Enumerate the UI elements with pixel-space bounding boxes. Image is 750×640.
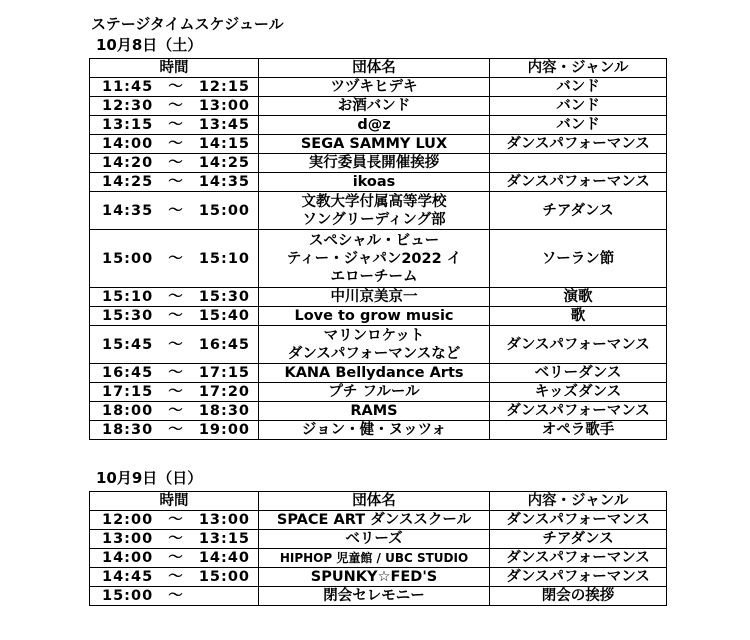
time-separator: 〜 xyxy=(168,136,184,152)
genre-label: ダンスパフォーマンス xyxy=(506,550,650,566)
time-separator: 〜 xyxy=(168,308,184,324)
end-time: 13:45 xyxy=(198,117,250,133)
genre-cell xyxy=(490,307,667,326)
genre-cell xyxy=(490,135,667,154)
end-time: 15:00 xyxy=(198,569,250,585)
start-time: 18:00 xyxy=(102,403,154,419)
group-name: プチ フルール xyxy=(328,384,420,400)
day2-schedule-table xyxy=(89,491,667,606)
end-time: 13:00 xyxy=(198,98,250,114)
start-time: 12:00 xyxy=(102,512,154,528)
group-cell xyxy=(259,383,490,402)
genre-cell xyxy=(490,402,667,421)
time-cell xyxy=(90,364,259,383)
genre-cell xyxy=(490,78,667,97)
end-time: 15:00 xyxy=(198,202,250,219)
header-time: 時間 xyxy=(90,492,259,511)
header-time: 時間 xyxy=(90,59,259,78)
group-name-line: ソングリーディング部 xyxy=(302,211,446,228)
group-name-line: スペシャル・ビュー xyxy=(308,232,440,249)
time-separator: 〜 xyxy=(168,117,184,133)
group-cell xyxy=(259,97,490,116)
time-separator: 〜 xyxy=(168,422,184,438)
end-time: 13:00 xyxy=(198,512,250,528)
genre-label: ダンスパフォーマンス xyxy=(506,569,650,585)
genre-cell xyxy=(490,230,667,288)
group-cell xyxy=(259,511,490,530)
end-time: 14:15 xyxy=(198,136,250,152)
table-row xyxy=(90,192,667,230)
day1-date: 10月8日（土） xyxy=(96,36,203,54)
group-name: お酒バンド xyxy=(337,98,411,114)
genre-cell xyxy=(490,549,667,568)
group-cell xyxy=(259,288,490,307)
genre-label: ダンスパフォーマンス xyxy=(506,174,650,190)
start-time: 14:35 xyxy=(102,202,154,219)
group-cell xyxy=(259,307,490,326)
table-row xyxy=(90,230,667,288)
table-row xyxy=(90,135,667,154)
group-name: HIPHOP 児童館 / UBC STUDIO xyxy=(279,551,469,565)
day1-schedule-table xyxy=(89,58,667,440)
table-row xyxy=(90,402,667,421)
genre-cell xyxy=(490,530,667,549)
time-separator: 〜 xyxy=(168,174,184,190)
group-name: SPACE ART ダンススクール xyxy=(276,512,472,528)
time-cell xyxy=(90,511,259,530)
table-header-row xyxy=(90,59,667,78)
genre-label: ダンスパフォーマンス xyxy=(506,336,650,353)
group-name-line: マリンロケット xyxy=(323,327,425,344)
table-row xyxy=(90,116,667,135)
genre-label: 閉会の挨拶 xyxy=(541,588,615,604)
time-cell xyxy=(90,421,259,440)
time-cell xyxy=(90,587,259,606)
table-row xyxy=(90,97,667,116)
table-row xyxy=(90,421,667,440)
start-time: 18:30 xyxy=(102,422,154,438)
time-separator: 〜 xyxy=(168,365,184,381)
start-time: 15:00 xyxy=(102,588,154,604)
group-cell xyxy=(259,135,490,154)
group-cell xyxy=(259,549,490,568)
day2-date: 10月9日（日） xyxy=(96,469,203,487)
end-time: 14:35 xyxy=(198,174,250,190)
group-name: 閉会セレモニー xyxy=(323,588,425,604)
time-separator: 〜 xyxy=(168,569,184,585)
start-time: 15:45 xyxy=(102,336,154,353)
time-separator: 〜 xyxy=(168,512,184,528)
start-time: 16:45 xyxy=(102,365,154,381)
time-cell xyxy=(90,192,259,230)
start-time: 14:25 xyxy=(102,174,154,190)
table-row xyxy=(90,364,667,383)
time-cell xyxy=(90,173,259,192)
genre-label: 歌 xyxy=(570,308,586,324)
time-cell xyxy=(90,549,259,568)
start-time: 14:00 xyxy=(102,136,154,152)
genre-label: オペラ歌手 xyxy=(541,422,615,438)
genre-label: ダンスパフォーマンス xyxy=(506,512,650,528)
table-row xyxy=(90,549,667,568)
time-cell xyxy=(90,383,259,402)
group-cell xyxy=(259,154,490,173)
group-name: SEGA SAMMY LUX xyxy=(300,136,448,152)
group-cell xyxy=(259,78,490,97)
genre-label: バンド xyxy=(556,98,600,114)
time-separator: 〜 xyxy=(168,79,184,95)
time-separator: 〜 xyxy=(168,202,184,219)
end-time: 17:20 xyxy=(198,384,250,400)
start-time: 15:00 xyxy=(102,250,154,267)
time-cell xyxy=(90,326,259,364)
end-time: 14:40 xyxy=(198,550,250,566)
genre-label: ダンスパフォーマンス xyxy=(506,403,650,419)
time-cell xyxy=(90,402,259,421)
end-time: 16:45 xyxy=(198,336,250,353)
header-group: 団体名 xyxy=(259,59,490,78)
group-name: SPUNKY☆FED'S xyxy=(310,569,438,585)
table-row xyxy=(90,288,667,307)
genre-cell xyxy=(490,421,667,440)
genre-label: ベリーダンス xyxy=(534,365,622,381)
table-row xyxy=(90,511,667,530)
time-cell xyxy=(90,307,259,326)
group-name: 中川京美京一 xyxy=(330,289,418,305)
group-name-line: ティー・ジャパン2022 イ xyxy=(286,250,462,267)
group-name-line: エローチーム xyxy=(330,268,418,285)
start-time: 17:15 xyxy=(102,384,154,400)
group-name-line: ダンスパフォーマンスなど xyxy=(287,345,461,362)
time-separator: 〜 xyxy=(168,550,184,566)
genre-cell xyxy=(490,116,667,135)
genre-cell xyxy=(490,587,667,606)
time-separator: 〜 xyxy=(168,289,184,305)
time-separator: 〜 xyxy=(168,336,184,353)
group-cell xyxy=(259,116,490,135)
start-time: 15:30 xyxy=(102,308,154,324)
group-cell xyxy=(259,530,490,549)
time-cell xyxy=(90,530,259,549)
start-time: 13:15 xyxy=(102,117,154,133)
group-cell xyxy=(259,192,490,230)
group-cell xyxy=(259,230,490,288)
group-name: d@z xyxy=(357,117,391,133)
time-separator: 〜 xyxy=(168,588,184,604)
genre-cell xyxy=(490,154,667,173)
time-cell xyxy=(90,116,259,135)
genre-label: キッズダンス xyxy=(534,384,622,400)
time-cell xyxy=(90,288,259,307)
group-name: ジョン・健・ヌッツォ xyxy=(301,422,447,438)
end-time: 13:15 xyxy=(198,531,250,547)
end-time: 14:25 xyxy=(198,155,250,171)
group-name: ベリーズ xyxy=(345,531,403,547)
header-group: 団体名 xyxy=(259,492,490,511)
end-time: 18:30 xyxy=(198,403,250,419)
time-separator: 〜 xyxy=(168,384,184,400)
table-row xyxy=(90,383,667,402)
table-row xyxy=(90,154,667,173)
end-time: 15:10 xyxy=(198,250,250,267)
time-cell xyxy=(90,230,259,288)
group-cell xyxy=(259,421,490,440)
start-time: 14:45 xyxy=(102,569,154,585)
table-header-row xyxy=(90,492,667,511)
start-time: 13:00 xyxy=(102,531,154,547)
page-title: ステージタイムスケジュール xyxy=(91,15,284,33)
genre-cell xyxy=(490,192,667,230)
table-row xyxy=(90,307,667,326)
genre-cell xyxy=(490,568,667,587)
table-row xyxy=(90,530,667,549)
genre-cell xyxy=(490,326,667,364)
group-cell xyxy=(259,173,490,192)
time-separator: 〜 xyxy=(168,155,184,171)
time-separator: 〜 xyxy=(168,531,184,547)
genre-cell xyxy=(490,511,667,530)
time-cell xyxy=(90,154,259,173)
group-cell xyxy=(259,568,490,587)
genre-cell xyxy=(490,288,667,307)
group-name: KANA Bellydance Arts xyxy=(284,365,464,381)
group-name: Love to grow music xyxy=(294,308,454,324)
genre-label: ダンスパフォーマンス xyxy=(506,136,650,152)
start-time: 15:10 xyxy=(102,289,154,305)
time-separator: 〜 xyxy=(168,403,184,419)
table-row xyxy=(90,568,667,587)
genre-label: バンド xyxy=(556,79,600,95)
genre-label: チアダンス xyxy=(542,202,614,219)
group-cell xyxy=(259,587,490,606)
genre-label: チアダンス xyxy=(542,531,614,547)
genre-cell xyxy=(490,383,667,402)
group-name: ikoas xyxy=(352,174,396,190)
time-cell xyxy=(90,135,259,154)
end-time: 12:15 xyxy=(198,79,250,95)
time-cell xyxy=(90,78,259,97)
table-row xyxy=(90,173,667,192)
time-separator: 〜 xyxy=(168,98,184,114)
start-time: 14:00 xyxy=(102,550,154,566)
group-name: ツヅキヒデキ xyxy=(330,79,418,95)
end-time: 17:15 xyxy=(198,365,250,381)
group-name: 実行委員長開催挨拶 xyxy=(308,155,440,171)
genre-label: 演歌 xyxy=(563,289,593,305)
header-genre: 内容・ジャンル xyxy=(490,492,667,511)
end-time: 15:40 xyxy=(198,308,250,324)
time-cell xyxy=(90,568,259,587)
group-name-line: 文教大学付属高等学校 xyxy=(301,193,447,210)
table-row xyxy=(90,78,667,97)
group-name: RAMS xyxy=(350,403,398,419)
genre-cell xyxy=(490,364,667,383)
genre-label: ソーラン節 xyxy=(541,250,615,267)
start-time: 12:30 xyxy=(102,98,154,114)
table-row xyxy=(90,326,667,364)
time-separator: 〜 xyxy=(168,250,184,267)
header-genre: 内容・ジャンル xyxy=(490,59,667,78)
time-cell xyxy=(90,97,259,116)
end-time: 15:30 xyxy=(198,289,250,305)
genre-cell xyxy=(490,173,667,192)
group-cell xyxy=(259,326,490,364)
start-time: 11:45 xyxy=(102,79,154,95)
genre-label: バンド xyxy=(556,117,600,133)
group-cell xyxy=(259,364,490,383)
start-time: 14:20 xyxy=(102,155,154,171)
group-cell xyxy=(259,402,490,421)
end-time: 19:00 xyxy=(198,422,250,438)
genre-cell xyxy=(490,97,667,116)
table-row xyxy=(90,587,667,606)
